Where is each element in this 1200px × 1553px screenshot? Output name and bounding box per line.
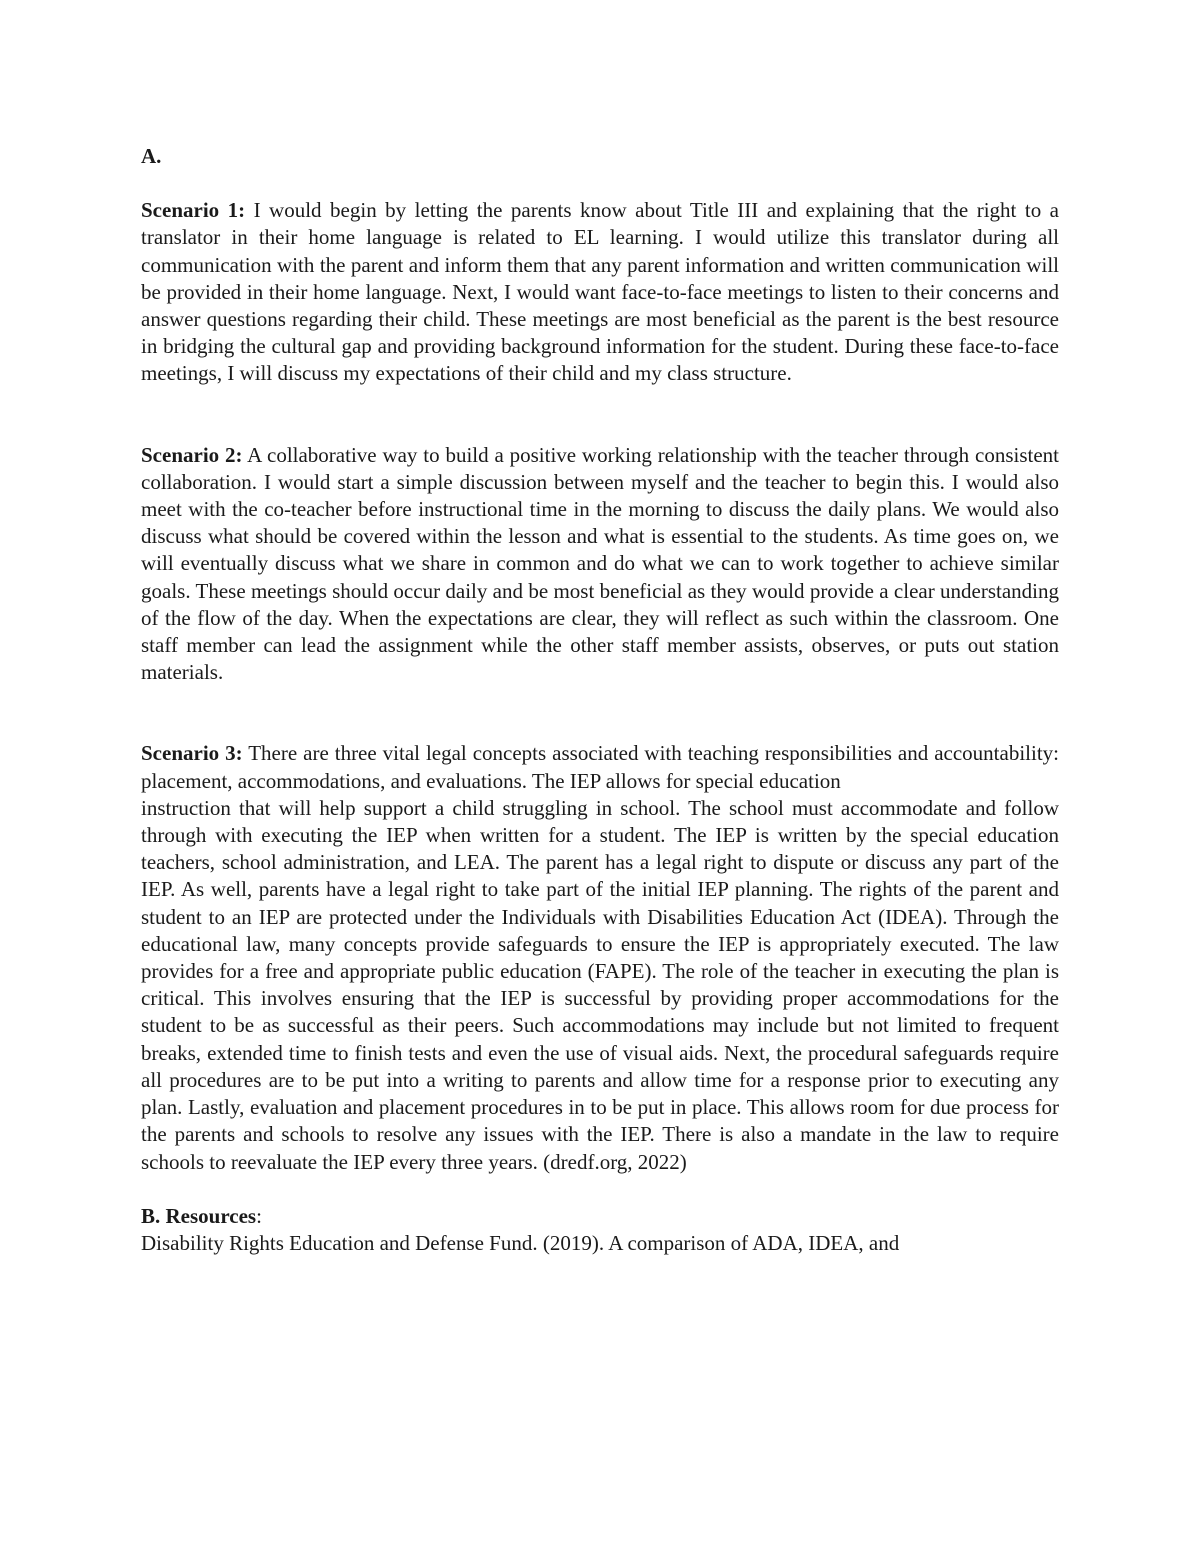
resources-label: B. Resources (141, 1203, 257, 1228)
reference-entry: Disability Rights Education and Defense Fund. (2019). A comparison of ADA, IDEA, and (141, 1230, 900, 1255)
scenario-1-text: I would begin by letting the parents know about Title III and explaining that the right to a translator in their home language is related to EL learning. I would utilize this translator during all communication with the parent and inform them that any parent information and written communication will be provided in their home language. Next, I would want face-to-face meetings to listen to their concerns and answer questions regarding their child. These meetings are most beneficial as the parent is the best resource in bridging the cultural gap and providing background information for the student. During these face-to-face meetings, I will discuss my expectations of their child and my class structure. (141, 198, 1059, 386)
scenario-3-continuation: instruction that will help support a child struggling in school. The school must accommodate and follow through with executing the IEP when written for a student. The IEP is written by the special education teachers, school administration, and LEA. The parent has a legal right to dispute or discuss any part of the IEP. As well, parents have a legal right to take part of the initial IEP planning. The rights of the parent and student to an IEP are protected under the Individuals with Disabilities Education Act (IDEA). Through the educational law, many concepts provide safeguards to ensure the IEP is appropriately executed. The law provides for a free and appropriate public education (FAPE). The role of the teacher in executing the plan is critical. This involves ensuring that the IEP is successful by providing proper accommodations for the student to be as successful as their peers. Such accommodations may include but not limited to frequent breaks, extended time to finish tests and even the use of visual aids. Next, the procedural safeguards require all procedures are to be put into a writing to parents and allow time for a response prior to executing any plan. Lastly, evaluation and placement procedures in to be put in place. This allows room for due process for the parents and schools to resolve any issues with the IEP. There is also a mandate in the law to require schools to reevaluate the IEP every three years. (dredf.org, 2022) (141, 795, 1059, 1174)
document-body (141, 143, 1059, 1257)
section-a-heading: A. (141, 144, 162, 168)
scenario-3-text: There are three vital legal concepts associated with teaching responsibilities and accountability: placement, accommodations, and evaluations. The IEP allows for special education (141, 741, 1060, 793)
resources-heading (141, 1203, 1059, 1230)
scenario-2-label: Scenario 2: (141, 442, 243, 467)
scenario-1-label: Scenario 1: (141, 198, 246, 223)
scenario-2-paragraph (141, 442, 1059, 687)
scenario-2-text: A collaborative way to build a positive working relationship with the teacher through consistent collaboration. I would start a simple discussion between myself and the teacher to begin this. I would also meet with the co-teacher before instructional time in the morning to discuss the daily plans. We would also discuss what should be covered within the lesson and what is essential to the students. As time goes on, we will eventually discuss what we share in common and do what we can to work together to achieve similar goals. These meetings should occur daily and be most beneficial as they would provide a clear understanding of the flow of the day. When the expectations are clear, they will reflect as such within the classroom. One staff member can lead the assignment while the other staff member assists, observes, or puts out station materials. (141, 442, 1059, 685)
spacer (141, 686, 1059, 740)
scenario-1-paragraph (141, 197, 1059, 387)
spacer (141, 1176, 1059, 1203)
scenario-3-label: Scenario 3: (141, 741, 243, 766)
resources-colon: : (256, 1203, 262, 1228)
spacer (141, 388, 1059, 442)
scenario-3-paragraph (141, 740, 1059, 794)
